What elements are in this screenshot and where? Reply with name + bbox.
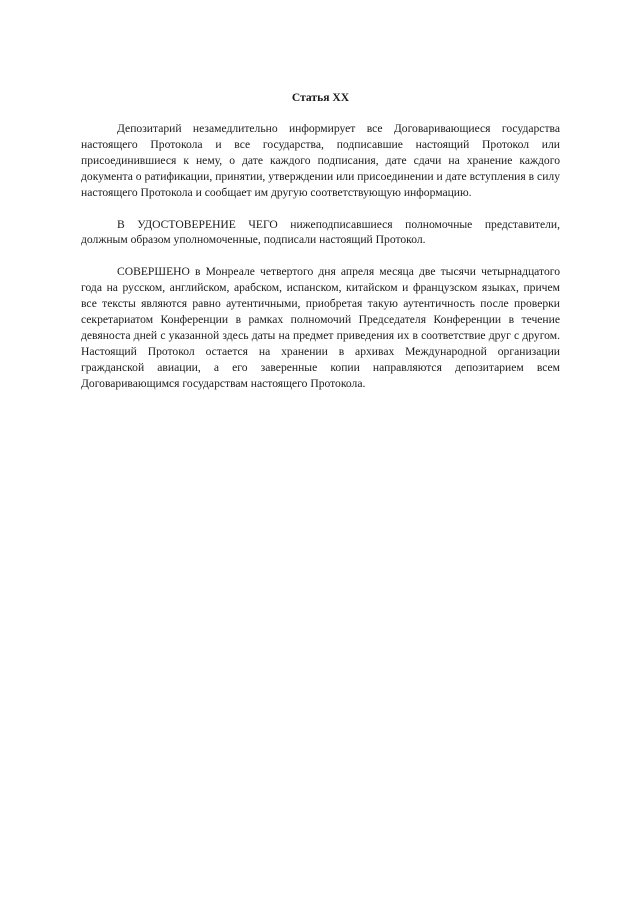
paragraph-done-at-montreal: СОВЕРШЕНО в Монреале четвертого дня апреля месяца две тысячи четырнадцатого года на русском, английском, арабском, испанском, китайском и французском языках, причем все тексты являются равно аутентичными, приобретая такую аутентичность после проверки секретариатом Конференции в рамках полномочий Председателя Конференции в течение девяноста дней с указанной здесь даты на предмет приведения их в соответствие друг с другом. Настоящий Протокол остается на хранении в архивах Международной организации гражданской авиации, а его заверенные копии направляются депозитарием всем Договаривающимся государствам настоящего Протокола.	[81, 265, 560, 390]
paragraph-depositary-notification: Депозитарий незамедлительно информирует все Договаривающиеся государства настоящего Протокола и все государства, подписавшие настоящий Протокол или присоединившиеся к нему, о дате каждого подписания, дате сдачи на хранение каждого документа о ратификации, принятии, утверждении или присоединении и дате вступления в силу настоящего Протокола и сообщает им другую соответствующую информацию.	[81, 122, 560, 199]
article-title: Статья XX	[291, 91, 350, 104]
paragraph-in-witness-whereof: В УДОСТОВЕРЕНИЕ ЧЕГО нижеподписавшиеся полномочные представители, должным образом уполномоченные, подписали настоящий Протокол.	[81, 217, 560, 247]
document-body	[81, 90, 560, 408]
